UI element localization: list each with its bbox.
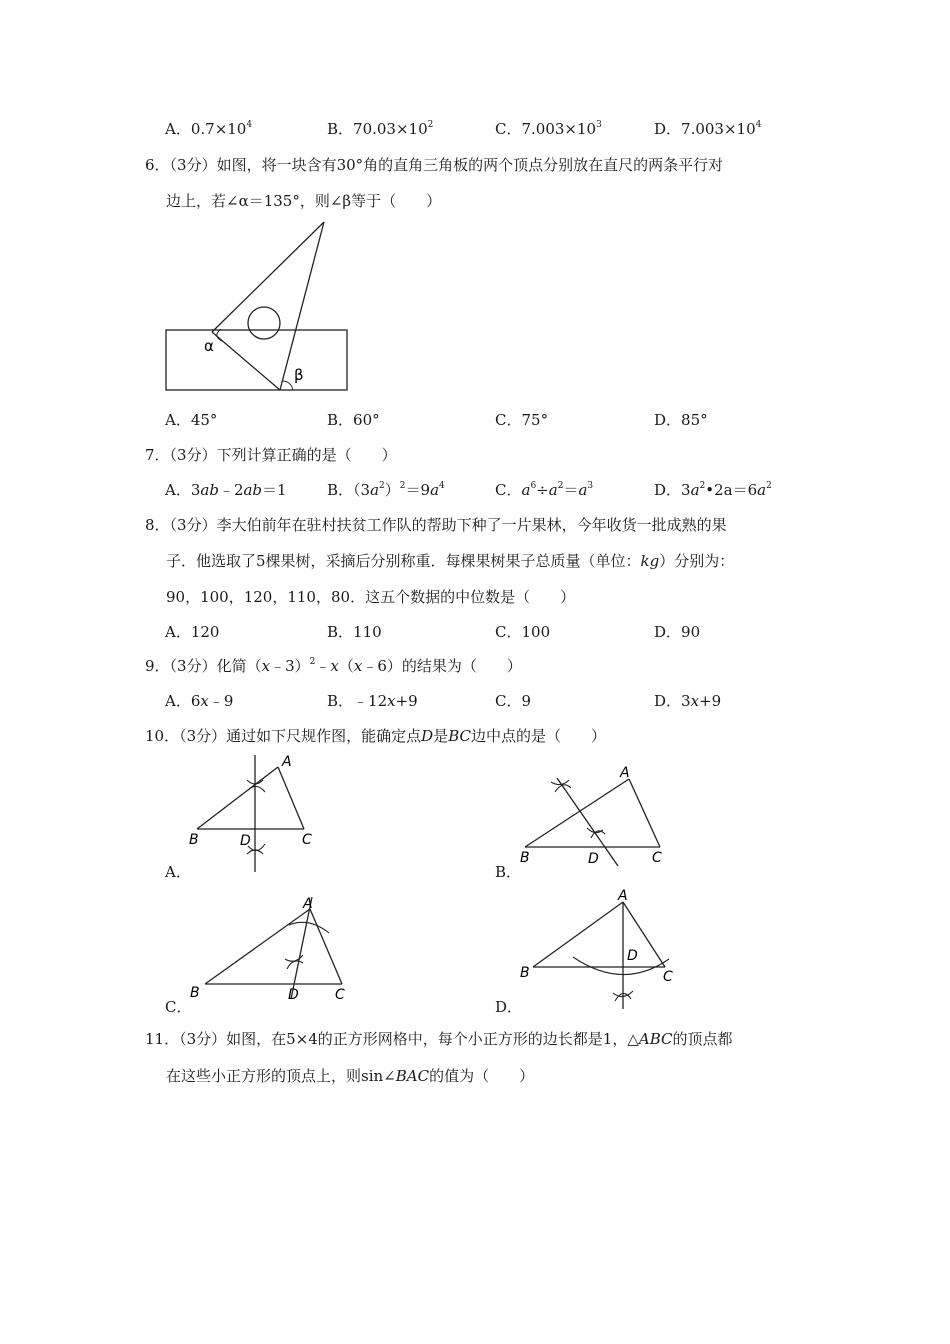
svg-text:D: D	[627, 948, 638, 964]
q9-option-b: B．﹣12x+9	[327, 692, 418, 710]
q8-stem-line2: 子．他选取了5棵果树，采摘后分别称重．每棵果树果子总质量（单位：kg）分别为：	[166, 552, 735, 570]
q5-option-a: A．$0.7\times 10^4$	[165, 120, 253, 138]
triangle-edge-right	[280, 222, 324, 390]
q10-figure-c	[185, 893, 360, 1008]
q5-option-d: D．$7.003\times 10^4$	[654, 120, 762, 138]
q6-option-b: B．60°	[327, 411, 380, 429]
q6-option-d: D．85°	[654, 411, 708, 429]
q10-figure-b	[515, 760, 670, 870]
svg-text:B: B	[190, 985, 200, 1001]
q10-option-b: B．	[495, 863, 522, 881]
q6-stem-line1: 6．（3分）如图，将一块含有30°角的直角三角板的两个顶点分别放在直尺的两条平行对	[145, 156, 724, 174]
triangle-hole	[248, 307, 280, 339]
ruler	[166, 330, 347, 390]
label-d: D	[240, 833, 251, 849]
q9-option-a: A．6x﹣9	[165, 692, 234, 710]
beta-label: β	[294, 366, 304, 384]
q10-stem: 10．（3分）通过如下尺规作图，能确定点D是BC边中点的是（ ）	[145, 727, 606, 745]
q10-figure-d	[515, 887, 680, 1012]
q6-option-a: A．45°	[165, 411, 218, 429]
svg-text:A: A	[618, 888, 628, 904]
q7-option-d: D．$3a^2•2a=6a^2$	[654, 481, 772, 499]
svg-text:C: C	[652, 850, 662, 866]
q8-option-c: C．100	[495, 623, 551, 641]
q8-option-d: D．90	[654, 623, 701, 641]
q8-stem-line1: 8．（3分）李大伯前年在驻村扶贫工作队的帮助下种了一片果林，今年收货一批成熟的果	[145, 516, 727, 534]
svg-text:D: D	[288, 987, 299, 1003]
svg-text:D: D	[588, 851, 599, 867]
q8-stem-line3: 90，100，120，110，80．这五个数据的中位数是（ ）	[166, 588, 576, 606]
q9-option-c: C．9	[495, 692, 532, 710]
svg-text:A: A	[303, 896, 313, 912]
q7-option-a: A．3ab﹣2ab＝1	[165, 481, 287, 499]
q8-option-a: A．120	[165, 623, 220, 641]
q7-option-c: C．$a^6\div a^2=a^3$	[495, 481, 594, 499]
q11-stem-line1: 11．（3分）如图，在5×4的正方形网格中，每个小正方形的边长都是1，△ABC的顶点都	[145, 1030, 733, 1048]
q5-option-c: C．$7.003\times 10^3$	[495, 120, 602, 138]
q6-stem-line2: 边上，若∠α＝135°，则∠β等于（ ）	[166, 192, 442, 210]
label-c: C	[302, 832, 312, 848]
q6-figure	[160, 215, 355, 400]
svg-text:B: B	[520, 965, 530, 981]
q10-option-a: A．	[165, 863, 191, 881]
beta-arc	[282, 381, 293, 390]
svg-text:C: C	[663, 969, 673, 985]
svg-text:C: C	[335, 987, 345, 1003]
q7-option-b: B．$(3a^2)^2=9a^4$	[327, 481, 445, 499]
alpha-label: α	[204, 337, 214, 355]
q10-option-d: D．	[495, 998, 523, 1016]
triangle-edge-left	[212, 222, 324, 332]
label-a: A	[282, 754, 292, 770]
q10-option-c: C．	[165, 998, 192, 1016]
svg-text:B: B	[520, 850, 530, 866]
q10-figure-a	[185, 750, 325, 875]
q9-option-d: D．3x+9	[654, 692, 722, 710]
q7-stem: 7．（3分）下列计算正确的是（ ）	[145, 446, 397, 464]
q9-stem: 9．（3分）化简（x﹣3）$^2$﹣x（x﹣6）的结果为（ ）	[145, 657, 522, 675]
triangle-edge-bottom	[212, 332, 280, 390]
label-b: B	[189, 832, 199, 848]
q5-option-b: B．$70.03\times 10^2$	[327, 120, 434, 138]
q11-stem-line2: 在这些小正方形的顶点上，则sin∠BAC的值为（ ）	[166, 1067, 535, 1085]
q8-option-b: B．110	[327, 623, 382, 641]
svg-text:A: A	[620, 765, 630, 781]
q6-option-c: C．75°	[495, 411, 549, 429]
